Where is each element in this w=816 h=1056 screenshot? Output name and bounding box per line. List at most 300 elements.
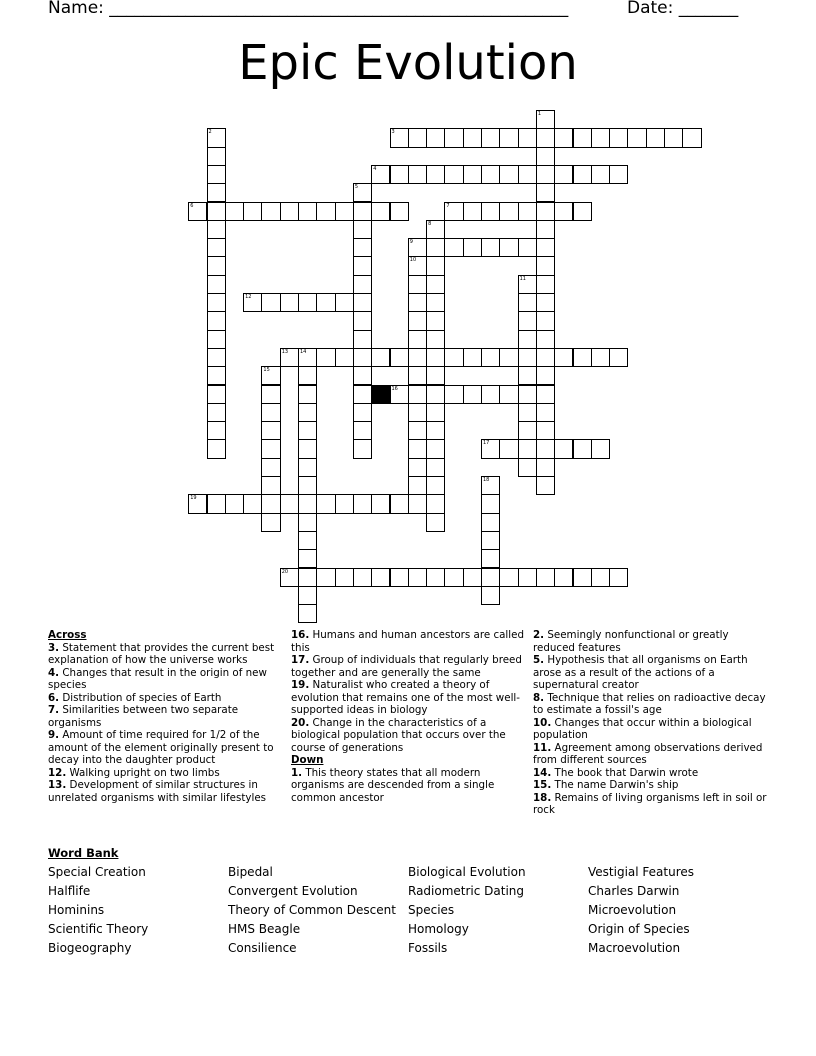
grid-cell[interactable] bbox=[298, 586, 317, 605]
grid-cell[interactable] bbox=[481, 549, 500, 568]
grid-cell[interactable] bbox=[481, 165, 500, 184]
grid-cell[interactable] bbox=[390, 202, 409, 221]
grid-cell[interactable] bbox=[609, 348, 628, 367]
grid-cell[interactable] bbox=[518, 311, 537, 330]
grid-cell[interactable] bbox=[316, 494, 335, 513]
grid-cell[interactable] bbox=[444, 202, 463, 221]
grid-cell[interactable] bbox=[536, 275, 555, 294]
grid-cell[interactable] bbox=[261, 476, 280, 495]
grid-cell[interactable] bbox=[426, 513, 445, 532]
grid-cell[interactable] bbox=[481, 513, 500, 532]
grid-cell[interactable] bbox=[536, 311, 555, 330]
clue-number: 20. bbox=[291, 716, 310, 729]
clue-item bbox=[48, 779, 284, 804]
grid-cell[interactable] bbox=[536, 421, 555, 440]
word-bank-item: Biogeography bbox=[48, 941, 132, 955]
grid-cell[interactable] bbox=[573, 202, 592, 221]
grid-cell[interactable] bbox=[207, 183, 226, 202]
grid-cell[interactable] bbox=[536, 476, 555, 495]
grid-cell[interactable] bbox=[298, 476, 317, 495]
grid-cell[interactable] bbox=[554, 439, 573, 458]
grid-cell[interactable] bbox=[518, 165, 537, 184]
grid-cell[interactable] bbox=[499, 165, 518, 184]
grid-cell[interactable] bbox=[408, 385, 427, 404]
grid-cell[interactable] bbox=[408, 494, 427, 513]
word-bank-item: Vestigial Features bbox=[588, 865, 695, 879]
word-bank-item: Fossils bbox=[408, 941, 448, 955]
clue-item bbox=[48, 692, 284, 705]
grid-cell[interactable] bbox=[335, 202, 354, 221]
grid-cell[interactable] bbox=[207, 238, 226, 257]
grid-cell[interactable] bbox=[390, 568, 409, 587]
grid-cell[interactable] bbox=[518, 568, 537, 587]
grid-cell[interactable] bbox=[518, 330, 537, 349]
grid-cell[interactable] bbox=[536, 293, 555, 312]
clue-number: 18. bbox=[533, 791, 552, 804]
grid-cell[interactable] bbox=[426, 220, 445, 239]
grid-cell[interactable] bbox=[518, 458, 537, 477]
grid-cell[interactable] bbox=[408, 293, 427, 312]
grid-cell[interactable] bbox=[536, 568, 555, 587]
word-bank-item: Microevolution bbox=[588, 903, 677, 917]
grid-cell[interactable] bbox=[426, 476, 445, 495]
grid-cell[interactable] bbox=[298, 604, 317, 623]
clue-number: 1. bbox=[291, 766, 303, 779]
grid-cell[interactable] bbox=[499, 348, 518, 367]
grid-cell[interactable] bbox=[353, 494, 372, 513]
grid-cell[interactable] bbox=[408, 403, 427, 422]
grid-cell[interactable] bbox=[518, 238, 537, 257]
word-bank-column-1 bbox=[48, 863, 148, 958]
grid-cell[interactable] bbox=[353, 275, 372, 294]
grid-cell[interactable] bbox=[298, 202, 317, 221]
grid-cell[interactable] bbox=[536, 128, 555, 147]
grid-cell[interactable] bbox=[536, 330, 555, 349]
grid-cell[interactable] bbox=[481, 531, 500, 550]
clue-number: 14. bbox=[533, 766, 552, 779]
clues-column-1 bbox=[48, 629, 284, 804]
grid-cell[interactable] bbox=[554, 165, 573, 184]
grid-cell[interactable] bbox=[261, 403, 280, 422]
grid-cell[interactable] bbox=[207, 421, 226, 440]
grid-cell[interactable] bbox=[573, 165, 592, 184]
grid-cell[interactable] bbox=[280, 293, 299, 312]
grid-cell[interactable] bbox=[426, 238, 445, 257]
grid-cell[interactable] bbox=[243, 494, 262, 513]
grid-cell[interactable] bbox=[298, 403, 317, 422]
grid-cell[interactable] bbox=[225, 202, 244, 221]
grid-cell[interactable] bbox=[481, 494, 500, 513]
word-bank-column-2 bbox=[228, 863, 396, 958]
grid-cell[interactable] bbox=[408, 256, 427, 275]
grid-cell[interactable] bbox=[481, 439, 500, 458]
grid-cell[interactable] bbox=[591, 568, 610, 587]
grid-cell[interactable] bbox=[207, 293, 226, 312]
grid-cell[interactable] bbox=[207, 348, 226, 367]
grid-cell[interactable] bbox=[243, 202, 262, 221]
grid-cell[interactable] bbox=[261, 439, 280, 458]
grid-cell[interactable] bbox=[536, 238, 555, 257]
grid-cell[interactable] bbox=[609, 165, 628, 184]
grid-cell[interactable] bbox=[426, 311, 445, 330]
grid-cell[interactable] bbox=[481, 238, 500, 257]
grid-cell[interactable] bbox=[444, 128, 463, 147]
grid-cell[interactable] bbox=[536, 403, 555, 422]
grid-cell[interactable] bbox=[280, 568, 299, 587]
grid-cell[interactable] bbox=[444, 385, 463, 404]
grid-cell[interactable] bbox=[298, 385, 317, 404]
clue-number: 3. bbox=[48, 641, 60, 654]
grid-cell[interactable] bbox=[536, 147, 555, 166]
clue-item bbox=[533, 742, 769, 767]
grid-cell[interactable] bbox=[261, 421, 280, 440]
clue-number: 5. bbox=[533, 654, 545, 666]
grid-cell[interactable] bbox=[444, 348, 463, 367]
grid-cell[interactable] bbox=[573, 568, 592, 587]
grid-cell[interactable] bbox=[353, 183, 372, 202]
grid-cell[interactable] bbox=[463, 348, 482, 367]
grid-cell[interactable] bbox=[426, 256, 445, 275]
grid-cell[interactable] bbox=[536, 220, 555, 239]
clue-item bbox=[533, 767, 769, 780]
clue-number: 11 bbox=[519, 275, 526, 282]
grid-cell[interactable] bbox=[463, 128, 482, 147]
grid-cell[interactable] bbox=[554, 202, 573, 221]
grid-cell[interactable] bbox=[426, 403, 445, 422]
word-bank-item: Special Creation bbox=[48, 865, 146, 879]
grid-cell[interactable] bbox=[207, 256, 226, 275]
grid-cell[interactable] bbox=[353, 202, 372, 221]
grid-cell[interactable] bbox=[536, 202, 555, 221]
clue-text: Distribution of species of Earth bbox=[59, 691, 222, 704]
grid-cell[interactable] bbox=[518, 421, 537, 440]
clue-text: Similarities between two separate organisms bbox=[48, 704, 239, 729]
clues-column-3 bbox=[533, 629, 769, 817]
grid-cell[interactable] bbox=[426, 293, 445, 312]
grid-cell[interactable] bbox=[261, 366, 280, 385]
grid-cell[interactable] bbox=[518, 202, 537, 221]
grid-cell[interactable] bbox=[371, 348, 390, 367]
grid-cell[interactable] bbox=[207, 165, 226, 184]
grid-cell[interactable] bbox=[591, 165, 610, 184]
clue-item bbox=[533, 779, 769, 792]
grid-cell[interactable] bbox=[298, 293, 317, 312]
grid-cell[interactable] bbox=[371, 165, 390, 184]
grid-cell[interactable] bbox=[371, 494, 390, 513]
grid-cell[interactable] bbox=[261, 293, 280, 312]
grid-cell[interactable] bbox=[353, 403, 372, 422]
clue-number: 6. bbox=[48, 691, 60, 704]
grid-cell[interactable] bbox=[536, 348, 555, 367]
grid-cell[interactable] bbox=[426, 165, 445, 184]
grid-cell[interactable] bbox=[298, 549, 317, 568]
grid-cell[interactable] bbox=[353, 385, 372, 404]
grid-cell[interactable] bbox=[682, 128, 701, 147]
grid-cell[interactable] bbox=[207, 439, 226, 458]
grid-cell[interactable] bbox=[463, 568, 482, 587]
grid-cell[interactable] bbox=[408, 439, 427, 458]
grid-cell[interactable] bbox=[536, 165, 555, 184]
clue-number: 11. bbox=[533, 741, 552, 754]
grid-cell[interactable] bbox=[408, 311, 427, 330]
clue-item bbox=[48, 729, 284, 767]
grid-cell[interactable] bbox=[518, 275, 537, 294]
clue-text: Changes that occur within a biological population bbox=[533, 716, 752, 741]
grid-cell[interactable] bbox=[499, 238, 518, 257]
clue-number: 14 bbox=[300, 348, 307, 355]
grid-cell[interactable] bbox=[536, 110, 555, 129]
clue-text: Change in the characteristics of a biological population that occurs over the course of generations bbox=[291, 716, 506, 754]
grid-cell[interactable] bbox=[554, 128, 573, 147]
grid-cell[interactable] bbox=[316, 348, 335, 367]
grid-cell[interactable] bbox=[408, 568, 427, 587]
grid-cell[interactable] bbox=[207, 147, 226, 166]
grid-cell[interactable] bbox=[499, 568, 518, 587]
grid-cell[interactable] bbox=[499, 202, 518, 221]
grid-cell[interactable] bbox=[353, 311, 372, 330]
grid-cell[interactable] bbox=[371, 202, 390, 221]
grid-cell[interactable] bbox=[298, 568, 317, 587]
grid-cell[interactable] bbox=[298, 494, 317, 513]
grid-cell[interactable] bbox=[316, 293, 335, 312]
clue-text: The book that Darwin wrote bbox=[551, 766, 699, 779]
grid-cell[interactable] bbox=[408, 165, 427, 184]
grid-cell[interactable] bbox=[591, 128, 610, 147]
grid-cell[interactable] bbox=[298, 531, 317, 550]
grid-cell[interactable] bbox=[408, 238, 427, 257]
grid-cell[interactable] bbox=[353, 220, 372, 239]
grid-cell[interactable] bbox=[316, 202, 335, 221]
grid-cell[interactable] bbox=[463, 238, 482, 257]
word-bank-column-3 bbox=[408, 863, 526, 958]
grid-cell[interactable] bbox=[280, 494, 299, 513]
across-clue-list bbox=[48, 642, 284, 805]
page-title: Epic Evolution bbox=[238, 35, 578, 91]
word-bank-item: Bipedal bbox=[228, 865, 273, 879]
grid-cell[interactable] bbox=[353, 330, 372, 349]
grid-cell[interactable] bbox=[426, 366, 445, 385]
clue-number: 19. bbox=[291, 679, 310, 691]
grid-cell[interactable] bbox=[499, 439, 518, 458]
grid-cell[interactable] bbox=[298, 513, 317, 532]
clue-item bbox=[533, 717, 769, 742]
grid-cell[interactable] bbox=[188, 202, 207, 221]
grid-cell[interactable] bbox=[335, 348, 354, 367]
clue-text: Group of individuals that regularly breed together and are generally the same bbox=[291, 654, 522, 679]
grid-cell[interactable] bbox=[481, 476, 500, 495]
grid-cell[interactable] bbox=[518, 439, 537, 458]
grid-cell[interactable] bbox=[261, 458, 280, 477]
clue-number: 7 bbox=[446, 202, 450, 209]
grid-cell[interactable] bbox=[408, 366, 427, 385]
grid-cell[interactable] bbox=[353, 421, 372, 440]
grid-cell[interactable] bbox=[591, 439, 610, 458]
grid-cell[interactable] bbox=[573, 128, 592, 147]
grid-cell[interactable] bbox=[481, 202, 500, 221]
grid-cell[interactable] bbox=[261, 494, 280, 513]
grid-cell[interactable] bbox=[554, 568, 573, 587]
clue-text: Naturalist who created a theory of evolution that remains one of the most well-supported ideas in biology bbox=[291, 679, 521, 716]
grid-cell[interactable] bbox=[536, 458, 555, 477]
grid-cell[interactable] bbox=[261, 202, 280, 221]
grid-cell[interactable] bbox=[573, 348, 592, 367]
grid-cell[interactable] bbox=[481, 586, 500, 605]
grid-cell[interactable] bbox=[499, 128, 518, 147]
grid-cell[interactable] bbox=[426, 348, 445, 367]
down-clue-list bbox=[291, 767, 527, 805]
grid-cell[interactable] bbox=[536, 366, 555, 385]
grid-cell[interactable] bbox=[536, 439, 555, 458]
grid-cell[interactable] bbox=[573, 439, 592, 458]
grid-cell[interactable] bbox=[426, 568, 445, 587]
clue-number: 10 bbox=[409, 257, 417, 264]
grid-cell[interactable] bbox=[609, 128, 628, 147]
word-bank-item: Hominins bbox=[48, 903, 105, 917]
grid-cell[interactable] bbox=[207, 494, 226, 513]
grid-cell[interactable] bbox=[390, 494, 409, 513]
grid-cell[interactable] bbox=[207, 311, 226, 330]
grid-cell[interactable] bbox=[335, 293, 354, 312]
grid-cell[interactable] bbox=[518, 348, 537, 367]
grid-cell[interactable] bbox=[536, 385, 555, 404]
grid-cell[interactable] bbox=[408, 330, 427, 349]
grid-cell[interactable] bbox=[463, 202, 482, 221]
grid-cell[interactable] bbox=[408, 128, 427, 147]
clue-text: Amount of time required for 1/2 of the amount of the element originally present to decay into the daughter product bbox=[48, 729, 274, 766]
clue-text: Changes that result in the origin of new species bbox=[48, 666, 267, 691]
clues-section bbox=[0, 629, 816, 839]
grid-cell[interactable] bbox=[426, 458, 445, 477]
grid-cell[interactable] bbox=[298, 348, 317, 367]
grid-cell[interactable] bbox=[353, 256, 372, 275]
grid-cell[interactable] bbox=[426, 385, 445, 404]
grid-cell[interactable] bbox=[207, 385, 226, 404]
grid-cell[interactable] bbox=[481, 568, 500, 587]
grid-cell[interactable] bbox=[298, 366, 317, 385]
clue-number: 2 bbox=[208, 129, 212, 136]
grid-cell[interactable] bbox=[426, 439, 445, 458]
clue-number: 17 bbox=[483, 440, 490, 447]
grid-cell[interactable] bbox=[518, 293, 537, 312]
grid-cell[interactable] bbox=[261, 513, 280, 532]
clue-number: 12 bbox=[245, 294, 252, 300]
grid-cell[interactable] bbox=[463, 385, 482, 404]
grid-cell[interactable] bbox=[627, 128, 646, 147]
clue-number: 10. bbox=[533, 716, 552, 729]
grid-cell[interactable] bbox=[554, 348, 573, 367]
down-heading: Down bbox=[291, 754, 324, 766]
grid-cell[interactable] bbox=[408, 348, 427, 367]
grid-cell[interactable] bbox=[353, 366, 372, 385]
clue-number: 4. bbox=[48, 666, 60, 679]
grid-cell[interactable] bbox=[207, 330, 226, 349]
grid-cell[interactable] bbox=[261, 385, 280, 404]
grid-cell[interactable] bbox=[335, 568, 354, 587]
grid-cell[interactable] bbox=[207, 202, 226, 221]
grid-cell[interactable] bbox=[353, 293, 372, 312]
grid-cell[interactable] bbox=[518, 403, 537, 422]
grid-cell[interactable] bbox=[426, 330, 445, 349]
clue-item bbox=[533, 792, 769, 817]
grid-cell[interactable] bbox=[280, 348, 299, 367]
grid-cell[interactable] bbox=[371, 568, 390, 587]
grid-cell[interactable] bbox=[353, 348, 372, 367]
grid-cell[interactable] bbox=[499, 385, 518, 404]
grid-cell[interactable] bbox=[188, 494, 207, 513]
grid-cell[interactable] bbox=[298, 458, 317, 477]
grid-cell[interactable] bbox=[518, 366, 537, 385]
grid-cell[interactable] bbox=[408, 421, 427, 440]
grid-cell[interactable] bbox=[353, 238, 372, 257]
grid-cell[interactable] bbox=[390, 165, 409, 184]
grid-cell[interactable] bbox=[353, 439, 372, 458]
grid-cell[interactable] bbox=[536, 183, 555, 202]
grid-cell[interactable] bbox=[390, 128, 409, 147]
down-clue-list-continued bbox=[533, 629, 769, 817]
clue-number: 3 bbox=[391, 129, 395, 136]
grid-cell[interactable] bbox=[481, 128, 500, 147]
grid-cell[interactable] bbox=[408, 476, 427, 495]
grid-cell[interactable] bbox=[463, 165, 482, 184]
grid-cell[interactable] bbox=[536, 256, 555, 275]
grid-cell[interactable] bbox=[426, 421, 445, 440]
grid-cell[interactable] bbox=[591, 348, 610, 367]
grid-cell[interactable] bbox=[335, 494, 354, 513]
grid-cell[interactable] bbox=[280, 202, 299, 221]
grid-cell[interactable] bbox=[298, 439, 317, 458]
clue-number: 8 bbox=[428, 220, 432, 227]
grid-black-cell bbox=[371, 385, 390, 404]
grid-cell[interactable] bbox=[408, 275, 427, 294]
grid-cell[interactable] bbox=[207, 366, 226, 385]
grid-cell[interactable] bbox=[390, 348, 409, 367]
grid-cell[interactable] bbox=[225, 494, 244, 513]
grid-cell[interactable] bbox=[207, 403, 226, 422]
grid-cell[interactable] bbox=[207, 275, 226, 294]
grid-cell[interactable] bbox=[518, 385, 537, 404]
grid-cell[interactable] bbox=[426, 275, 445, 294]
grid-cell[interactable] bbox=[353, 568, 372, 587]
grid-cell[interactable] bbox=[408, 458, 427, 477]
grid-cell[interactable] bbox=[426, 128, 445, 147]
grid-cell[interactable] bbox=[444, 238, 463, 257]
grid-cell[interactable] bbox=[664, 128, 683, 147]
clue-number: 15 bbox=[263, 367, 270, 374]
grid-cell[interactable] bbox=[207, 220, 226, 239]
grid-cell[interactable] bbox=[481, 385, 500, 404]
grid-cell[interactable] bbox=[444, 568, 463, 587]
name-field-label[interactable]: Name: ______________________________________________________ bbox=[48, 0, 569, 18]
grid-cell[interactable] bbox=[243, 293, 262, 312]
date-field-label[interactable]: Date: _______ bbox=[627, 0, 739, 18]
clue-number: 13. bbox=[48, 779, 67, 791]
clue-number: 1 bbox=[537, 111, 542, 117]
grid-cell[interactable] bbox=[609, 568, 628, 587]
grid-cell[interactable] bbox=[481, 348, 500, 367]
grid-cell[interactable] bbox=[444, 165, 463, 184]
clue-number: 2. bbox=[533, 629, 545, 641]
grid-cell[interactable] bbox=[646, 128, 665, 147]
grid-cell[interactable] bbox=[518, 128, 537, 147]
clue-text: Agreement among observations derived from different sources bbox=[533, 741, 763, 766]
grid-cell[interactable] bbox=[316, 568, 335, 587]
grid-cell[interactable] bbox=[426, 494, 445, 513]
clue-number: 15. bbox=[533, 779, 552, 791]
grid-cell[interactable] bbox=[298, 421, 317, 440]
grid-cell[interactable] bbox=[207, 128, 226, 147]
grid-cell[interactable] bbox=[390, 385, 409, 404]
clue-number: 20 bbox=[281, 568, 289, 575]
